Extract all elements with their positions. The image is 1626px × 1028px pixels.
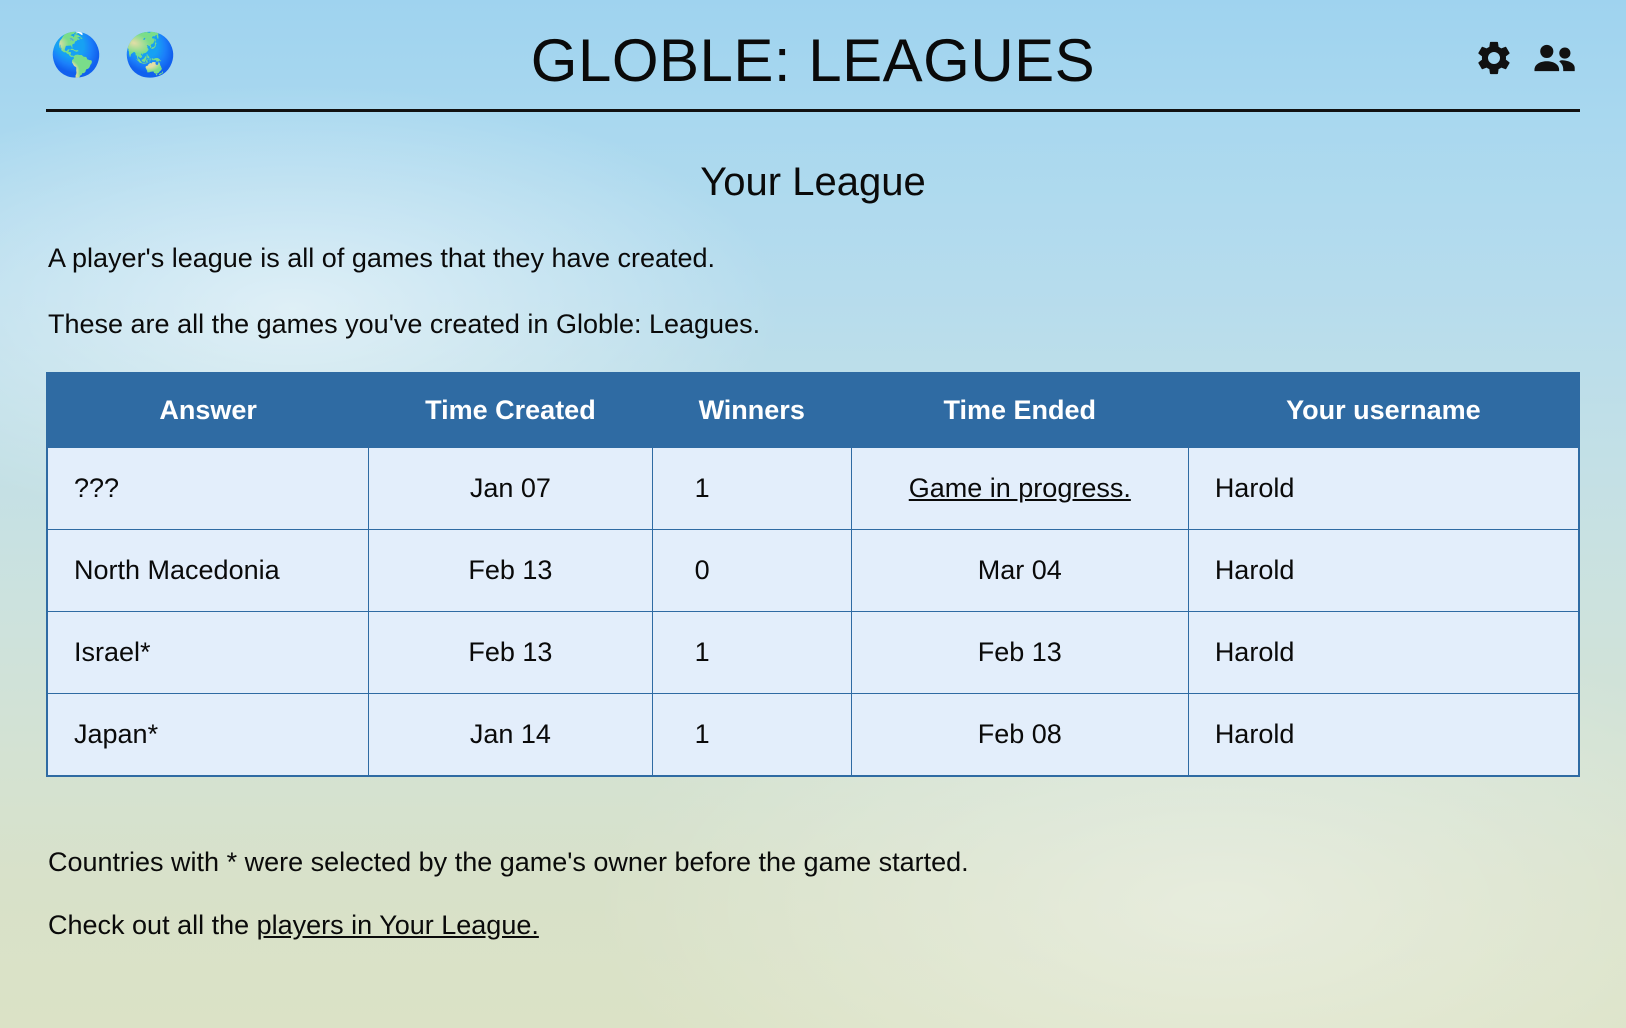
cell-time-ended (851, 448, 1188, 530)
cell-time-created: Feb 13 (369, 612, 652, 694)
table-row (47, 530, 1579, 612)
cell-time-ended: Feb 13 (851, 612, 1188, 694)
cell-answer: Israel* (47, 612, 369, 694)
footnotes (46, 847, 1580, 941)
cell-winners: 1 (652, 694, 851, 776)
main-content (0, 160, 1626, 941)
column-header-username: Your username (1188, 373, 1579, 448)
cell-time-created: Feb 13 (369, 530, 652, 612)
cell-answer: ??? (47, 448, 369, 530)
cell-username: Harold (1188, 612, 1579, 694)
players-in-your-league-link[interactable]: players in Your League. (256, 909, 539, 940)
cell-winners: 1 (652, 448, 851, 530)
page-title: GLOBLE: LEAGUES (530, 27, 1096, 94)
globe-asia-icon[interactable]: 🌏 (124, 31, 177, 78)
intro-paragraph-1: A player's league is all of games that they have created. (48, 243, 716, 273)
check-out-line (48, 910, 1580, 941)
table-row (47, 612, 1579, 694)
people-icon[interactable] (1532, 38, 1578, 78)
games-table (46, 372, 1580, 777)
cell-time-created: Jan 07 (369, 448, 652, 530)
intro-paragraph-2: These are all the games you've created in Globle: Leagues. (48, 309, 761, 339)
cell-winners: 1 (652, 612, 851, 694)
column-header-answer: Answer (47, 373, 369, 448)
cell-time-created: Jan 14 (369, 694, 652, 776)
section-title: Your League (700, 160, 926, 204)
asterisk-footnote: Countries with * were selected by the game's owner before the game started. (48, 846, 969, 877)
cell-time-ended: Feb 08 (851, 694, 1188, 776)
table-row (47, 448, 1579, 530)
column-header-time-created: Time Created (369, 373, 652, 448)
header-actions (1474, 38, 1578, 78)
column-header-winners: Winners (652, 373, 851, 448)
cell-username: Harold (1188, 530, 1579, 612)
cell-winners: 0 (652, 530, 851, 612)
gear-icon[interactable] (1474, 38, 1514, 78)
table-body (47, 448, 1579, 776)
globe-americas-icon[interactable]: 🌎 (50, 31, 103, 78)
cell-answer: North Macedonia (47, 530, 369, 612)
column-header-time-ended: Time Ended (851, 373, 1188, 448)
check-out-prefix: Check out all the (48, 909, 257, 940)
cell-username: Harold (1188, 448, 1579, 530)
table-header-row (47, 373, 1579, 448)
game-in-progress-link[interactable]: Game in progress. (908, 473, 1131, 503)
app-header (46, 0, 1580, 112)
cell-answer: Japan* (47, 694, 369, 776)
table-row (47, 694, 1579, 776)
cell-username: Harold (1188, 694, 1579, 776)
cell-time-ended: Mar 04 (851, 530, 1188, 612)
